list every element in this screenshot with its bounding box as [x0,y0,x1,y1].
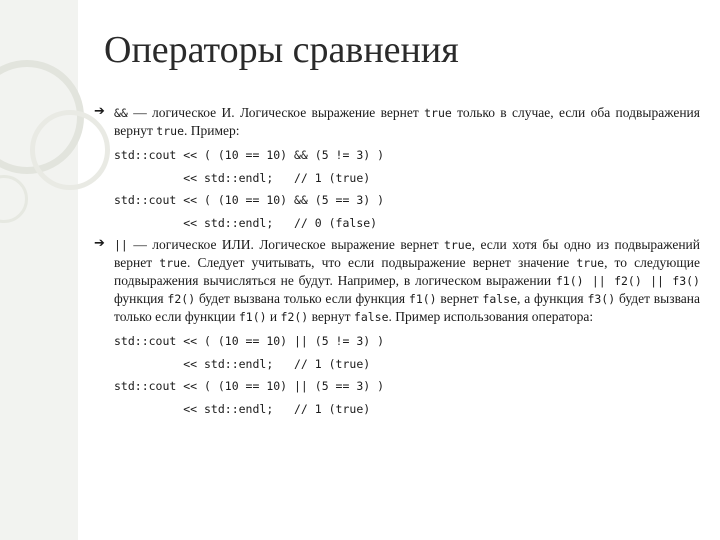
code-line: std::cout << ( (10 == 10) || (5 == 3) ) [114,379,385,393]
inline-code: false [353,310,389,324]
arrow-right-icon: ➔ [94,104,105,119]
inline-code: f1() [238,310,267,324]
or-text: функция [114,291,168,306]
code-line: std::cout << ( (10 == 10) && (5 != 3) ) [114,148,385,162]
or-text: . Следует учитывать, что если подвыражение вернет значение [186,255,577,270]
inline-code: true [424,106,452,120]
or-text: будет вызвана только если функции [114,291,700,324]
inline-code: f1() [408,292,437,306]
bullet-or [94,236,700,326]
arrow-right-icon: ➔ [94,236,105,251]
code-line: << std::endl; // 1 (true) [114,356,371,371]
decorative-circle [0,175,28,223]
inline-code: true [576,256,605,270]
code-line: << std::endl; // 0 (false) [114,215,378,230]
and-text: — логическое И. Логическое выражение вернет [127,105,425,120]
or-text: , а функция [517,291,588,306]
inline-code: f2() [167,292,196,306]
or-text: , то следующие подвыражения вычисляться не будут. Например, в логическом выражении [114,255,701,288]
and-text: только в случае, если оба подвыражения вернут [114,105,700,138]
or-text: вернут [308,309,354,324]
inline-code: f3() [587,292,616,306]
code-line: std::cout << ( (10 == 10) || (5 != 3) ) [114,334,385,348]
code-block-and [114,144,700,234]
slide-content [94,104,700,420]
inline-code: f1() || f2() || f3() [555,274,700,288]
or-text: будет вызвана только если функция [195,291,409,306]
bullet-and [94,104,700,140]
inline-code: false [482,292,518,306]
code-block-or [114,330,700,420]
code-line: std::cout << ( (10 == 10) && (5 == 3) ) [114,193,385,207]
or-text: — логическое ИЛИ. Логическое выражение вернет [127,237,444,252]
and-text: . Пример: [184,123,240,138]
inline-code: true [159,256,187,270]
slide-title: Операторы сравнения [104,29,459,71]
decorative-sidebar [0,0,78,540]
or-text: . Пример использования оператора: [388,309,594,324]
or-text: и [266,309,281,324]
or-operator: || [114,238,128,252]
inline-code: true [443,238,472,252]
inline-code: true [156,124,184,138]
code-line: << std::endl; // 1 (true) [114,401,371,416]
code-line: << std::endl; // 1 (true) [114,170,371,185]
or-text: , если хотя бы одно из подвыражений вернет [114,237,700,270]
or-text: вернет [436,291,483,306]
inline-code: f2() [280,310,309,324]
and-operator: && [114,106,128,120]
